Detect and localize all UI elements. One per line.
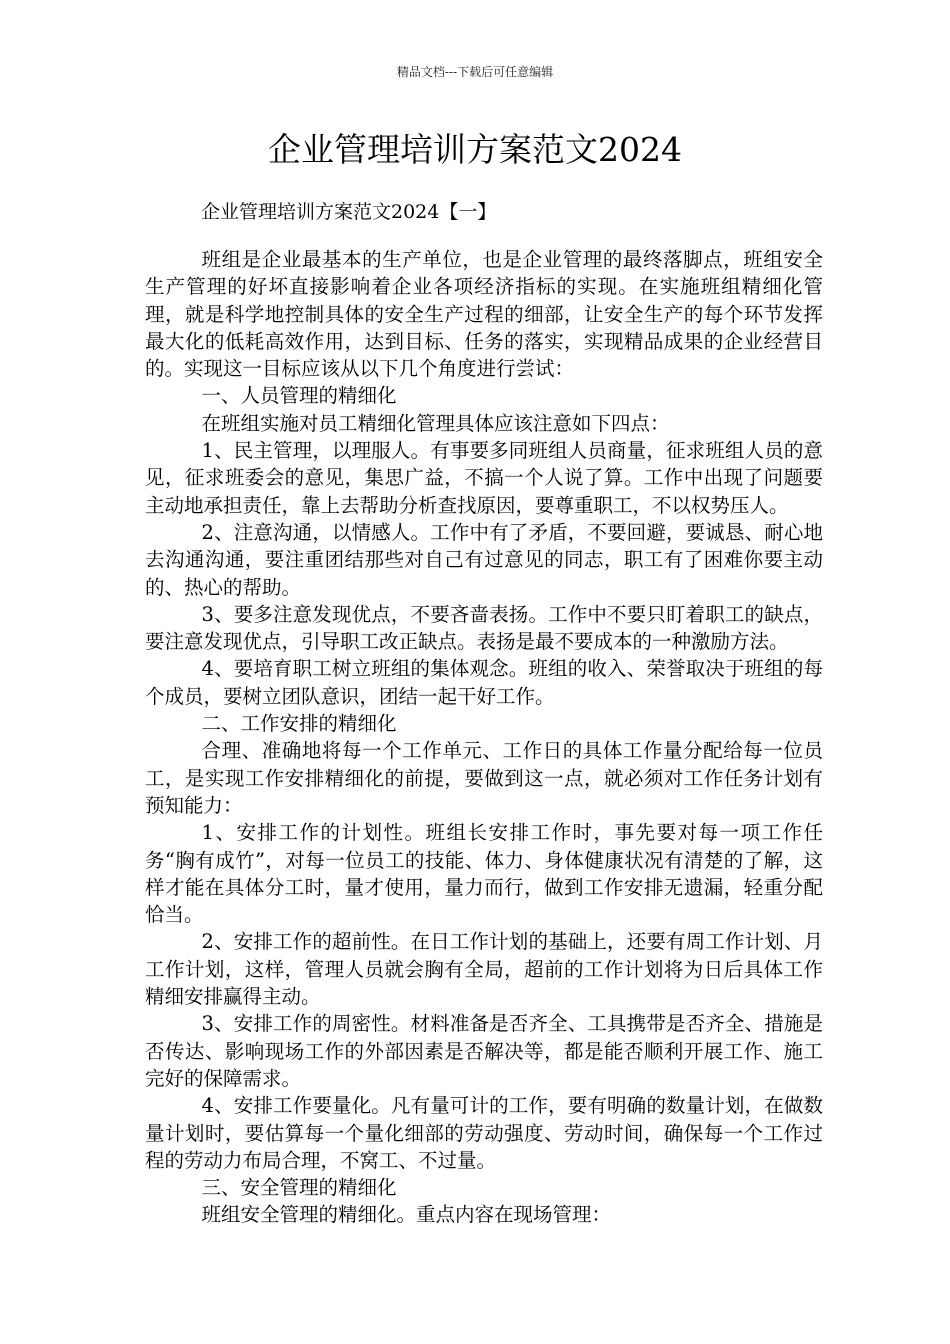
section-heading-1: 一、人员管理的精细化 bbox=[201, 384, 397, 408]
section-heading-3: 三、安全管理的精细化 bbox=[201, 1176, 397, 1200]
paragraph: 在班组实施对员工精细化管理具体应该注意如下四点： bbox=[201, 411, 670, 435]
header-note: 精品文档---下载后可任意编辑 bbox=[396, 65, 554, 79]
document-title: 企业管理培训方案范文2024 bbox=[268, 130, 682, 169]
paragraph: 2、注意沟通，以情感人。工作中有了矛盾，不要回避，要诚恳、耐心地去沟通沟通，要注重团结那些对自己有过意见的同志，职工有了困难你要主动的、热心的帮助。 bbox=[145, 520, 823, 599]
paragraph: 4、要培育职工树立班组的集体观念。班组的收入、荣誉取决于班组的每个成员，要树立团队意识，团结一起干好工作。 bbox=[145, 657, 823, 708]
paragraph: 4、安排工作要量化。凡有量可计的工作，要有明确的数量计划，在做数量计划时，要估算每一个量化细部的劳动强度、劳动时间，确保每一个工作过程的劳动力布局合理，不窝工、不过量。 bbox=[145, 1094, 823, 1172]
paragraph: 1、民主管理，以理服人。有事要多同班组人员商量，征求班组人员的意见，征求班委会的意见，集思广益，不搞一个人说了算。工作中出现了问题要主动地承担责任，靠上去帮助分析查找原因，要尊重职工，不以权势压人。 bbox=[145, 439, 823, 517]
section-heading-2: 二、工作安排的精细化 bbox=[201, 712, 397, 736]
paragraph: 2、安排工作的超前性。在日工作计划的基础上，还要有周工作计划、月工作计划，这样，管理人员就会胸有全局，超前的工作计划将为日后具体工作精细安排赢得主动。 bbox=[145, 930, 823, 1009]
paragraph-intro: 班组是企业最基本的生产单位，也是企业管理的最终落脚点，班组安全生产管理的好坏直接影响着企业各项经济指标的实现。在实施班组精细化管理，就是科学地控制具体的安全生产过程的细部，让安全生产的每个环节发挥最大化的低耗高效作用，达到目标、任务的落实，实现精品成果的企业经营目的。实现这一目标应该从以下几个角度进行尝试： bbox=[145, 248, 823, 381]
section-subtitle: 企业管理培训方案范文2024【一】 bbox=[201, 201, 497, 223]
paragraph: 班组安全管理的精细化。重点内容在现场管理： bbox=[201, 1203, 612, 1227]
paragraph: 合理、准确地将每一个工作单元、工作日的具体工作量分配给每一位员工，是实现工作安排精细化的前提，要做到这一点，就必须对工作任务计划有预知能力： bbox=[145, 739, 823, 817]
paragraph: 1、安排工作的计划性。班组长安排工作时，事先要对每一项工作任务“胸有成竹”，对每一位员工的技能、体力、身体健康状况有清楚的了解，这样才能在具体分工时，量才使用，量力而行，做到工作安排无遗漏，轻重分配恰当。 bbox=[145, 821, 823, 927]
document-body bbox=[145, 246, 823, 1229]
paragraph: 3、要多注意发现优点，不要吝啬表扬。工作中不要只盯着职工的缺点，要注意发现优点，引导职工改正缺点。表扬是最不要成本的一种激励方法。 bbox=[145, 602, 823, 654]
paragraph: 3、安排工作的周密性。材料准备是否齐全、工具携带是否齐全、措施是否传达、影响现场工作的外部因素是否解决等，都是能否顺利开展工作、施工完好的保障需求。 bbox=[145, 1012, 823, 1090]
